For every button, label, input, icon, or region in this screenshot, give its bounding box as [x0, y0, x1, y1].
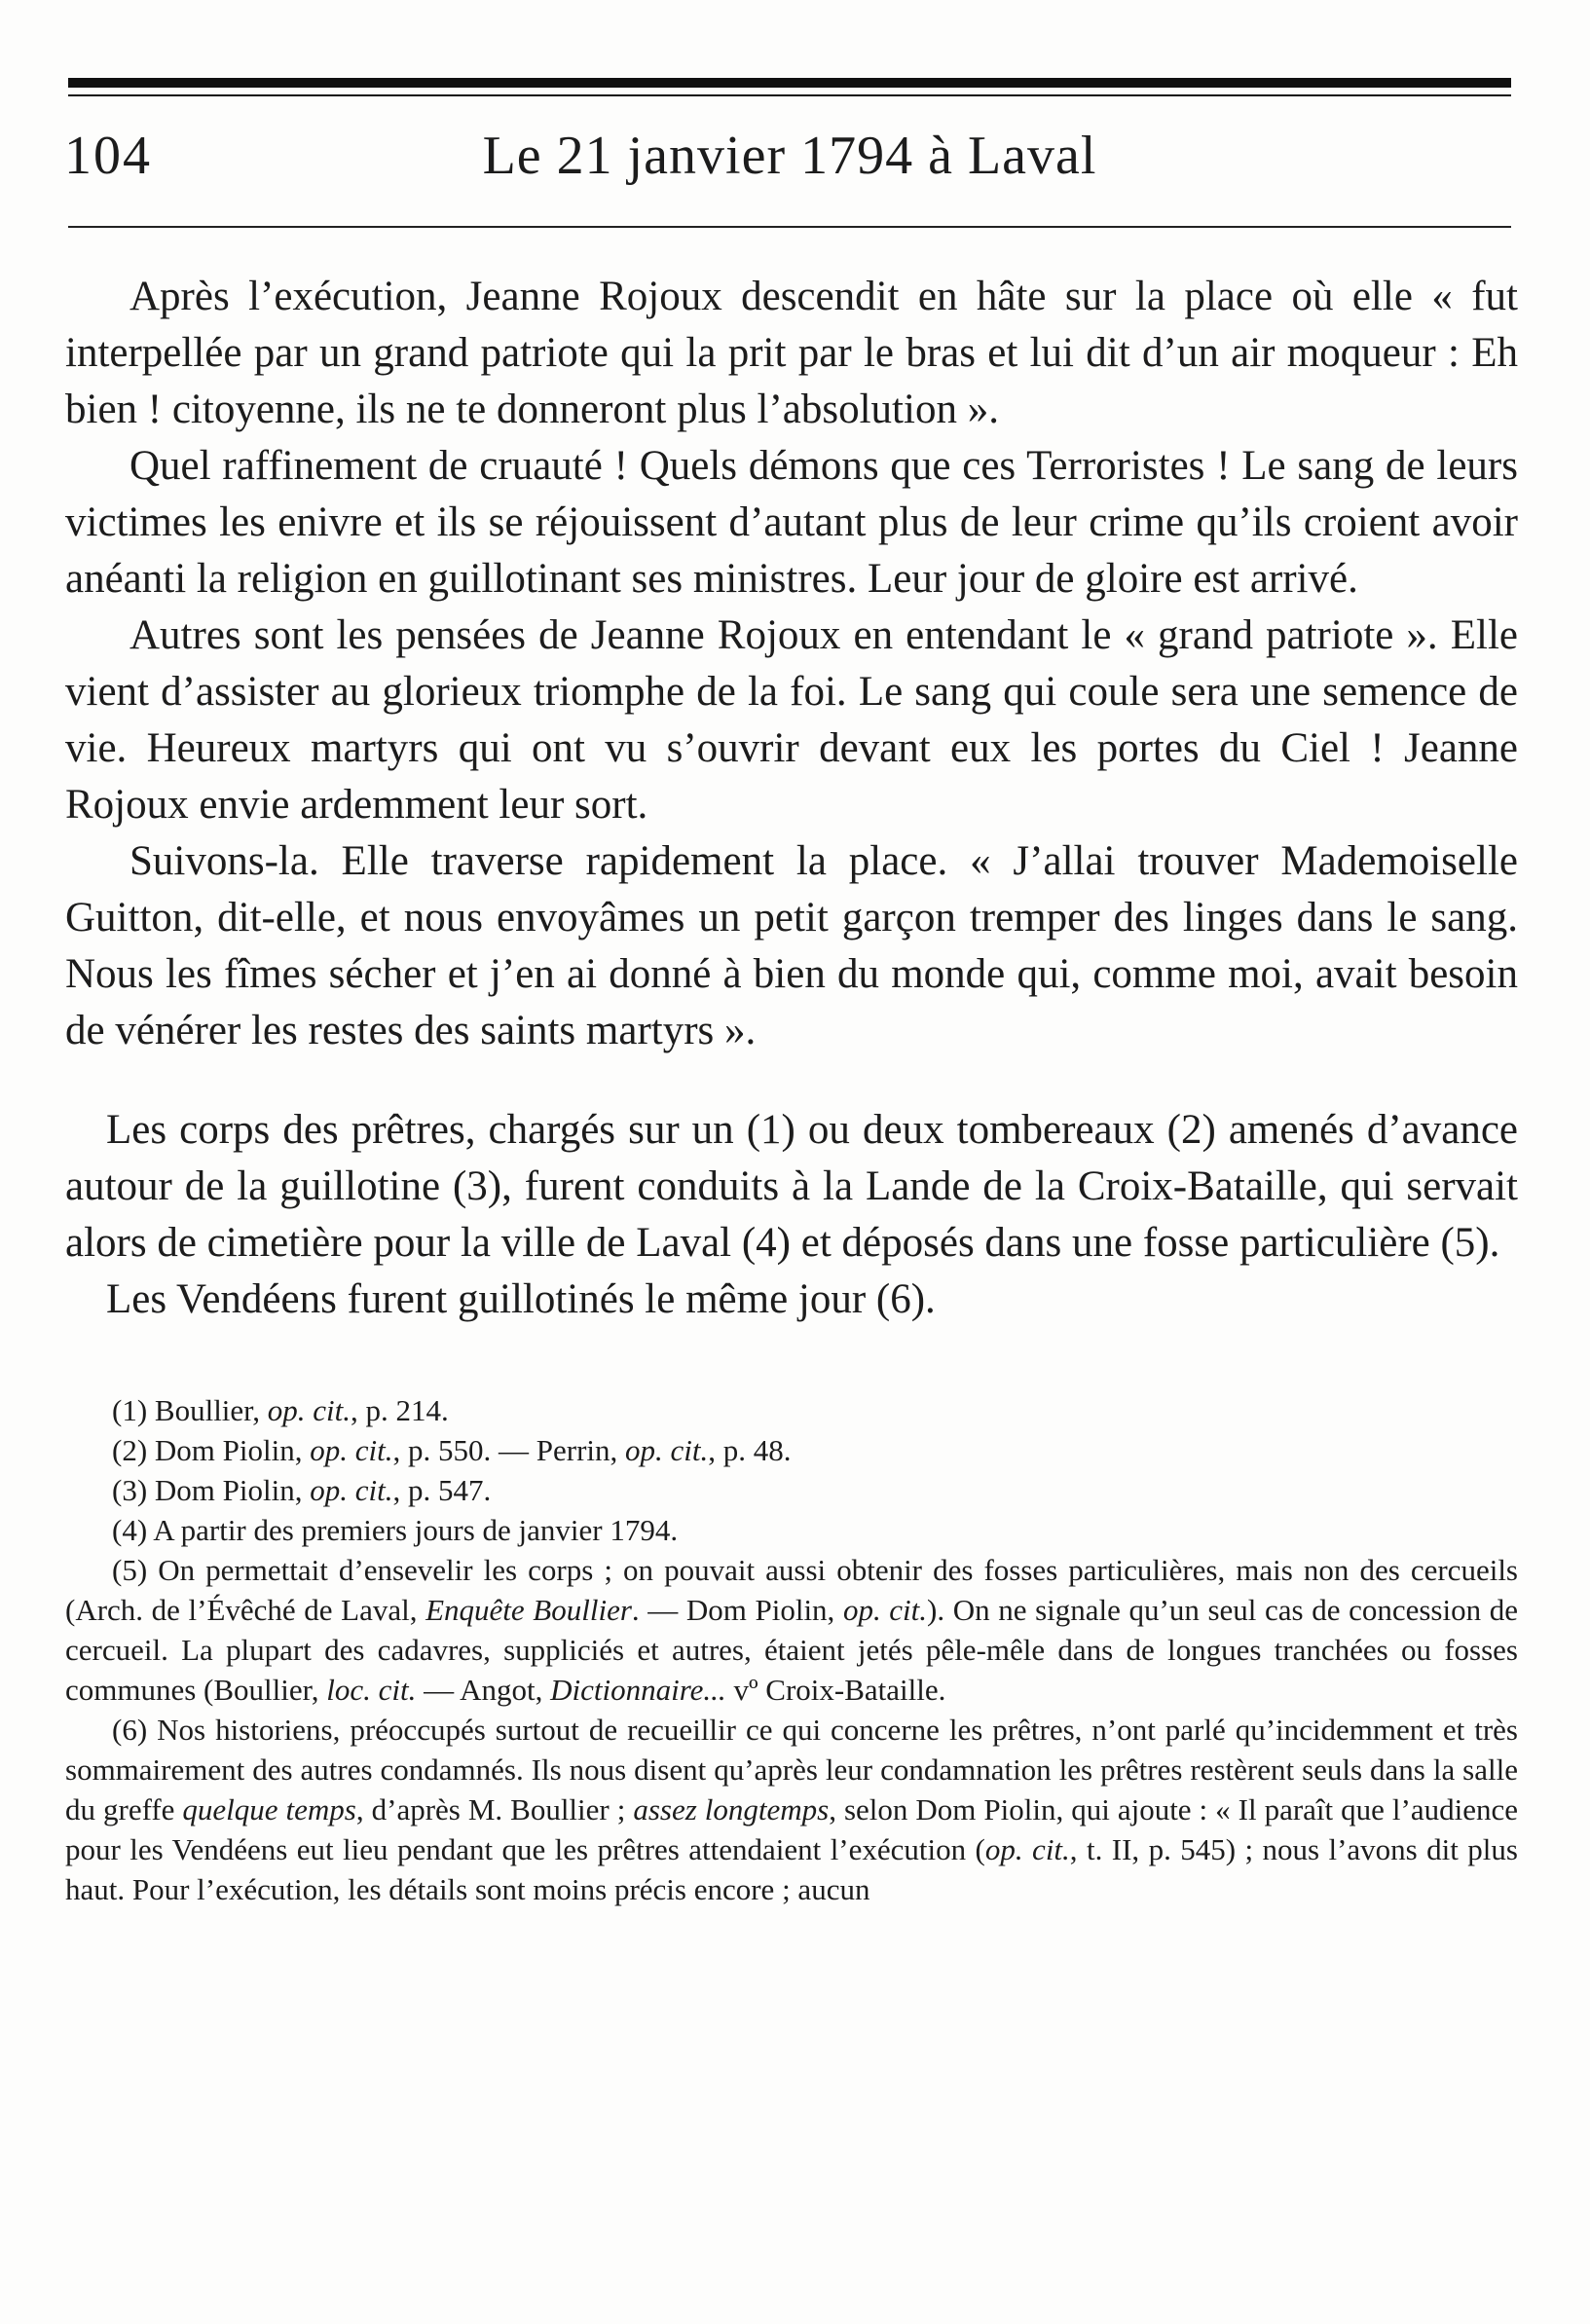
- footnote-citation: op. cit.: [310, 1433, 393, 1467]
- paragraph: Les Vendéens furent guillotinés le même jour (6).: [106, 1276, 936, 1322]
- footnote-text: . — Dom Piolin,: [631, 1593, 843, 1627]
- footnote-marker: (5): [112, 1553, 148, 1587]
- paragraph: Autres sont les pensées de Jeanne Rojoux en entendant le « grand patriote ». Elle vient d’assister au glorieux triomphe de la foi. Le sang qui coule sera une semence de vie. Heureux martyrs qui ont vu s’ouvrir devant eux les portes du Ciel ! Jeanne Rojoux envie ardemment leur sort.: [65, 612, 1518, 828]
- header-rule-thick: [68, 78, 1511, 88]
- footnote-text: Dom Piolin,: [147, 1433, 311, 1467]
- running-title: Le 21 janvier 1794 à Laval: [482, 126, 1097, 186]
- footnote-1: [65, 1390, 1518, 1430]
- page-number: 104: [64, 126, 152, 186]
- footnote-marker: (3): [112, 1473, 148, 1507]
- paragraph: Suivons-la. Elle traverse rapidement la place. « J’allai trouver Mademoiselle Guitton, dit-elle, et nous envoyâmes un petit garçon tremper des linges dans le sang. Nous les fîmes sécher et j’en ai donné à bien du monde qui, comme moi, avait besoin de vénérer les restes des saints martyrs ».: [65, 838, 1518, 1053]
- footnote-text: , selon Dom Piolin, qui ajoute : « Il paraît que l’audience pour les Vendéens eut lieu pendant que les prêtres attendaient l’exécution (: [65, 1792, 1518, 1866]
- footnote-text: , d’après M. Boullier ;: [355, 1792, 634, 1826]
- main-text: [65, 269, 1518, 1909]
- footnote-citation: op. cit.: [842, 1593, 928, 1627]
- section-burial: [65, 1102, 1518, 1328]
- footnote-text: , t. II, p. 545) ; nous l’avons dit plus haut. Pour l’exécution, les détails sont moins précis encore ; aucun: [65, 1832, 1518, 1906]
- footnote-text: Dom Piolin,: [147, 1473, 311, 1507]
- footnote-text: — Angot,: [416, 1673, 551, 1707]
- footnote-citation: Enquête Boullier: [425, 1593, 632, 1627]
- footnote-text: , p. 214.: [351, 1393, 449, 1427]
- footnote-marker: (2): [112, 1433, 148, 1467]
- section-jeanne-rojoux: [65, 269, 1518, 1059]
- footnote-emphasis: assez longtemps: [633, 1792, 830, 1826]
- footnote-5: [65, 1550, 1518, 1710]
- footnote-text: A partir des premiers jours de janvier 1794.: [147, 1513, 679, 1547]
- footnote-citation: Dictionnaire...: [550, 1673, 726, 1707]
- footnote-citation: op. cit.: [984, 1832, 1070, 1866]
- footnote-6: [65, 1710, 1518, 1909]
- footnote-text: Boullier,: [147, 1393, 268, 1427]
- footnote-citation: op. cit.: [267, 1393, 351, 1427]
- footnote-text: Nos historiens, préoccupés surtout de recueillir ce qui concerne les prêtres, n’ont parlé qu’incidemment et très sommairement des autres condamnés. Ils nous disent qu’après leur condamnation les prêtres restèrent seuls dans la salle du greffe: [65, 1713, 1518, 1826]
- page-header: [64, 125, 1515, 203]
- footnote-2: [65, 1430, 1518, 1470]
- footnote-text: , p. 550. — Perrin,: [392, 1433, 626, 1467]
- footnote-emphasis: quelque temps: [182, 1792, 356, 1826]
- footnote-citation: loc. cit.: [326, 1673, 417, 1707]
- footnote-marker: (1): [112, 1393, 148, 1427]
- footnote-text: vº Croix-Bataille.: [725, 1673, 946, 1707]
- footnote-text: , p. 547.: [392, 1473, 492, 1507]
- footnote-marker: (6): [112, 1713, 148, 1747]
- paragraph: Quel raffinement de cruauté ! Quels démons que ces Terroristes ! Le sang de leurs victimes les enivre et ils se réjouissent d’autant plus de leur crime qu’ils croient avoir anéanti la religion en guillotinant ses ministres. Leur jour de gloire est arrivé.: [65, 443, 1518, 602]
- footnote-text: On permettait d’ensevelir les corps ; on pouvait aussi obtenir des fosses particulières, mais non des cercueils (Arch. de l’Évêché de Laval,: [65, 1553, 1518, 1627]
- footnote-citation: op. cit.: [625, 1433, 709, 1467]
- header-underline-rule: [68, 226, 1511, 228]
- footnote-text: ). On ne signale qu’un seul cas de concession de cercueil. La plupart des cadavres, suppliciés et autres, étaient jetés pêle-mêle dans de longues tranchées ou fosses communes (Boullier,: [65, 1593, 1518, 1707]
- footnote-citation: op. cit.: [310, 1473, 393, 1507]
- footnote-4: [65, 1510, 1518, 1550]
- paragraph: Après l’exécution, Jeanne Rojoux descendit en hâte sur la place où elle « fut interpellée par un grand patriote qui la prit par le bras et lui dit d’un air moqueur : Eh bien ! citoyenne, ils ne te donneront plus l’absolution ».: [65, 274, 1518, 432]
- footnote-3: [65, 1470, 1518, 1510]
- paragraph: Les corps des prêtres, chargés sur un (1) ou deux tombereaux (2) amenés d’avance autour de la guillotine (3), furent conduits à la Lande de la Croix-Bataille, qui servait alors de cimetière pour la ville de Laval (4) et déposés dans une fosse particulière (5).: [65, 1107, 1518, 1266]
- header-rule-thin: [68, 94, 1511, 96]
- footnote-marker: (4): [112, 1513, 148, 1547]
- footnote-text: , p. 48.: [708, 1433, 792, 1467]
- footnotes: [65, 1390, 1518, 1909]
- section-spacer: [65, 1059, 1518, 1102]
